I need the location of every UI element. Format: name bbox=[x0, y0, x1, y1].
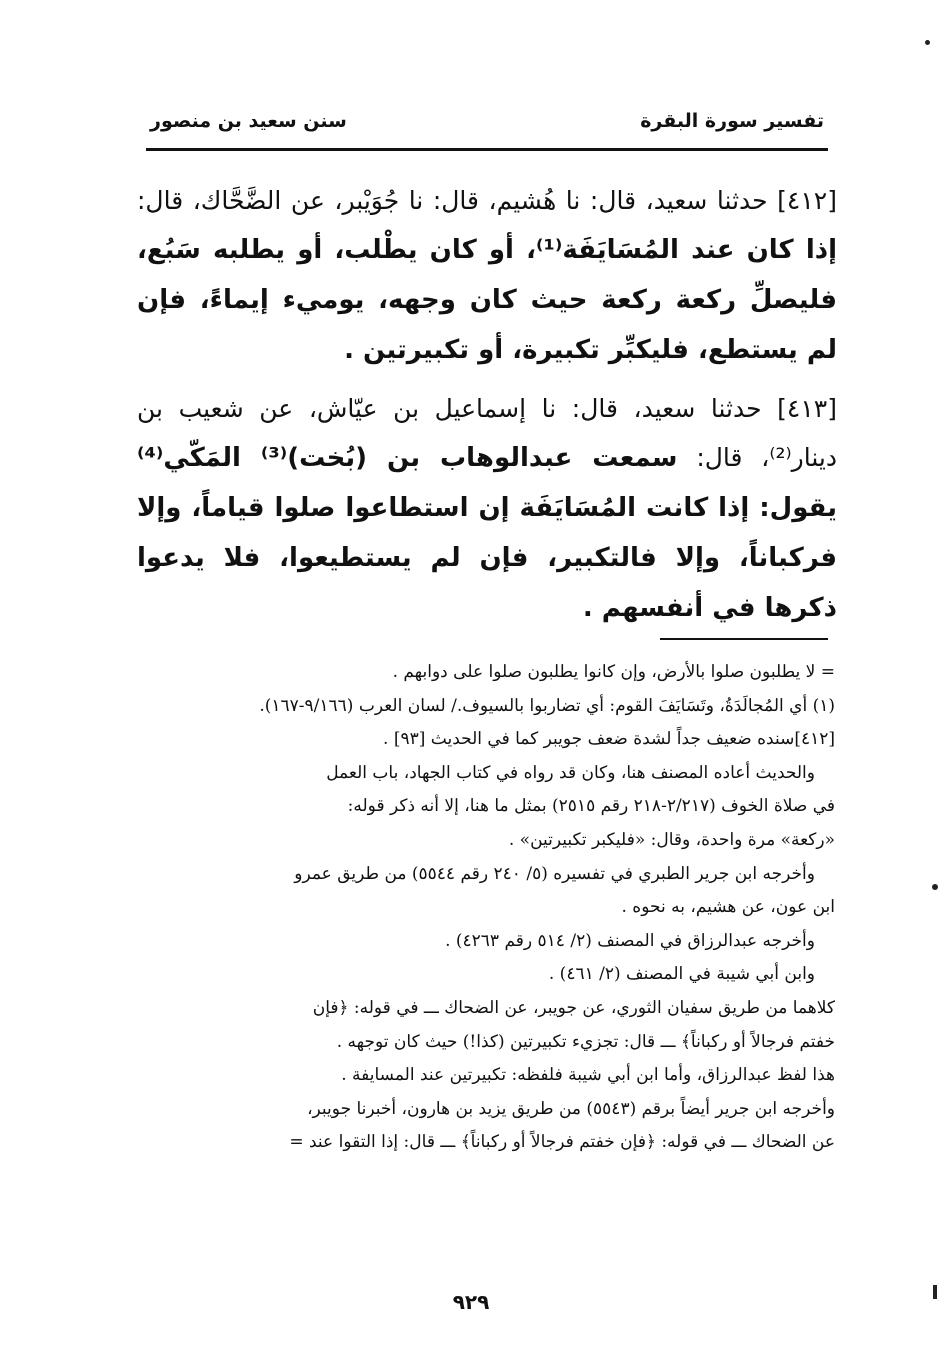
footnotes bbox=[135, 656, 835, 1160]
footnote-line: في صلاة الخوف (٢/٢١٧-٢١٨ رقم ٢٥١٥) بمثل ما هنا، إلا أنه ذكر قوله: bbox=[347, 796, 835, 817]
footnote-separator bbox=[660, 638, 828, 640]
running-header-book: سنن سعيد بن منصور bbox=[150, 110, 347, 132]
footnote-line: كلاهما من طريق سفيان الثوري، عن جويبر، عن الضحاك ـــ في قوله: ﴿فإن bbox=[312, 997, 835, 1018]
scan-speck bbox=[925, 40, 930, 45]
footnote-line: وابن أبي شيبة في المصنف (٢/ ٤٦١) . bbox=[548, 964, 815, 985]
header-rule bbox=[146, 148, 828, 151]
page-number: ٩٢٩ bbox=[452, 1290, 490, 1314]
hadith-isnad: حدثنا سعيد، قال: نا إسماعيل بن عيّاش، عن شعيب بن دينار⁽²⁾، قال: bbox=[137, 394, 838, 472]
scan-speck bbox=[932, 884, 938, 890]
footnote-line: خفتم فرجالاً أو ركباناً﴾ ـــ قال: تجزيء تكبيرتين (كذا!) حيث كان توجهه . bbox=[336, 1031, 835, 1052]
hadith-413 bbox=[137, 384, 837, 633]
footnote-line: [٤١٢]سنده ضعيف جداً لشدة ضعف جويبر كما في الحديث [٩٣] . bbox=[383, 729, 835, 750]
footnote-line: ابن عون، عن هشيم، به نحوه . bbox=[621, 897, 835, 918]
hadith-matn: سمعت عبدالوهاب بن (بُخت)⁽³⁾ المَكّي⁽⁴⁾ يقول: إذا كانت المُسَايَفَة إن استطاعوا صلوا قياماً، وإلا فركباناً، وإلا فالتكبير، فإن لم يستطيعوا، فلا يدعوا ذكرها في أنفسهم . bbox=[137, 443, 837, 623]
footnote-line: والحديث أعاده المصنف هنا، وكان قد رواه في كتاب الجهاد، باب العمل bbox=[326, 762, 815, 783]
hadith-412 bbox=[137, 176, 837, 375]
footnote-line: وأخرجه عبدالرزاق في المصنف (٢/ ٥١٤ رقم ٤٢٦٣) . bbox=[445, 930, 815, 951]
footnote-line: «ركعة» مرة واحدة، وقال: «فليكبر تكبيرتين» . bbox=[508, 829, 835, 850]
hadith-isnad: حدثنا سعيد، قال: نا هُشيم، قال: نا جُوَيْبر، عن الضَّحَّاك، قال: bbox=[137, 186, 768, 215]
footnote-line: (١) أي المُجالَدَةُ، وتَسَايَفَ القوم: أي تضاربوا بالسيوف./ لسان العرب (٩/١٦٦-١٦٧). bbox=[259, 695, 835, 716]
footnote-line: = لا يطلبون صلوا بالأرض، وإن كانوا يطلبون صلوا على دوابهم . bbox=[392, 662, 835, 682]
footnote-line: هذا لفظ عبدالرزاق، وأما ابن أبي شيبة فلفظه: تكبيرتين عند المسايفة . bbox=[341, 1065, 835, 1086]
footnote-line: وأخرجه ابن جرير أيضاً برقم (٥٥٤٣) من طريق يزيد بن هارون، أخبرنا جويبر، bbox=[307, 1098, 835, 1119]
hadith-number: [٤١٢] bbox=[777, 186, 837, 215]
footnote-line: عن الضحاك ـــ في قوله: ﴿فإن خفتم فرجالاً أو ركباناً﴾ ـــ قال: إذا التقوا عند = bbox=[289, 1132, 835, 1153]
footnote-line: وأخرجه ابن جرير الطبري في تفسيره (٥/ ٢٤٠ رقم ٥٥٤٤) من طريق عمرو bbox=[294, 863, 815, 884]
running-header-chapter: تفسير سورة البقرة bbox=[640, 110, 824, 132]
hadith-number: [٤١٣] bbox=[777, 394, 837, 423]
hadith-matn: إذا كان عند المُسَايَفَة⁽¹⁾، أو كان يطْلب، أو يطلبه سَبُع، فليصلِّ ركعة ركعة حيث كان وجهه، يوميء إيماءً، فإن لم يستطع، فليكبِّر تكبيرة، أو تكبيرتين . bbox=[137, 235, 837, 365]
